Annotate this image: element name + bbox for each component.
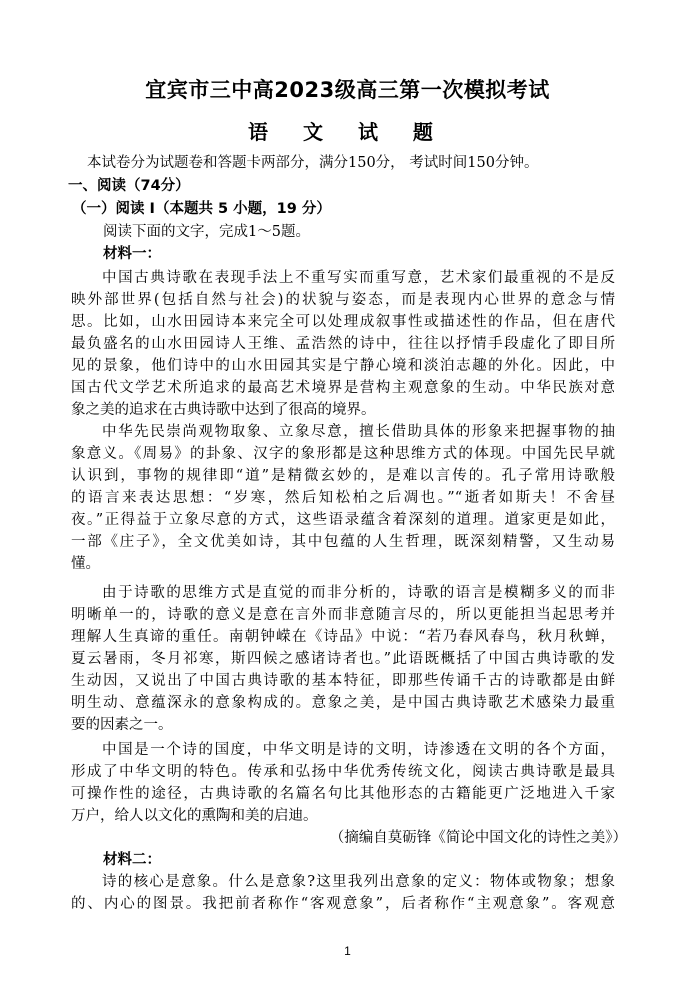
paragraph-line: 懂。 xyxy=(71,556,100,572)
material1-label: 材料一： xyxy=(103,246,161,262)
part-heading: （一）阅读 I（本题共 5 小题，19 分） xyxy=(72,201,331,217)
intro-text: 本试卷分为试题卷和答题卡两部分，满分150分， 考试时间150分钟。 xyxy=(87,155,539,171)
paragraph-line: 中华先民崇尚观物取象、立象尽意，擅长借助具体的形象来把握事物的抽 xyxy=(102,424,615,440)
paragraph-line: 夏云暑雨，冬月祁寒，斯四候之感诸诗者也。”此语既概括了中国古典诗歌的发 xyxy=(71,651,615,667)
paragraph-line: 中国古典诗歌在表现手法上不重写实而重写意，艺术家们最重视的不是反 xyxy=(102,270,615,286)
paragraph-line: 见的景象，他们诗中的山水田园其实是宁静心境和淡泊志趣的外化。因此，中 xyxy=(71,358,615,374)
paragraph-line: 理解人生真谛的重任。南朝钟嵘在《诗品》中说：“若乃春风春鸟，秋月秋蝉， xyxy=(71,629,615,645)
paragraph-line: 万户，给人以文化的熏陶和美的启迪。 xyxy=(71,808,318,824)
paragraph-line: 象意义。《周易》的卦象、汉字的象形都是这种思维方式的体现。中国先民早就 xyxy=(71,446,615,462)
paragraph-line: 映外部世界(包括自然与社会)的状貌与姿态，而是表现内心世界的意念与情 xyxy=(71,292,615,308)
paragraph-line: 生动因，又说出了中国古典诗歌的基本特征，即那些传诵千古的诗歌都是由鲜 xyxy=(71,673,615,689)
paragraph-line: 的、内心的图景。我把前者称作“客观意象”，后者称作“主观意象”。客观意 xyxy=(71,896,615,912)
paragraph-line: 诗的核心是意象。什么是意象?这里我列出意象的定义：物体或物象；想象 xyxy=(102,874,615,890)
instruction-text: 阅读下面的文字，完成1～5题。 xyxy=(103,224,310,240)
paragraph-line: 一部《庄子》，全文优美如诗，其中包蕴的人生哲理，既深刻精警，又生动易 xyxy=(71,534,615,550)
paragraph-line: 认识到，事物的规律即“道”是精微玄妙的，是难以言传的。孔子常用诗歌般 xyxy=(71,468,615,484)
paragraph-line: 中国是一个诗的国度，中华文明是诗的文明，诗渗透在文明的各个方面， xyxy=(102,742,615,758)
paragraph-line: 思。比如，山水田园诗本来完全可以处理成叙事性或描述性的作品，但在唐代 xyxy=(71,314,615,330)
exam-subtitle: 语 文 试 题 xyxy=(248,120,447,144)
paragraph-line: 国古代文学艺术所追求的最高艺术境界是营构主观意象的生动。中华民族对意 xyxy=(71,380,615,396)
paragraph-line: 可操作性的途径，古典诗歌的名篇名句比其他形态的古籍能更广泛地进入千家 xyxy=(71,786,615,802)
paragraph-line: 形成了中华文明的特色。传承和弘扬中华优秀传统文化，阅读古典诗歌是最具 xyxy=(71,764,615,780)
page-number: 1 xyxy=(344,944,351,958)
paragraph-line: 要的因素之一。 xyxy=(71,717,173,733)
section-heading: 一、阅读（74分） xyxy=(68,178,190,194)
paragraph-line: 夜。”正得益于立象尽意的方式，这些语录蕴含着深刻的道理。道家更是如此， xyxy=(71,512,615,528)
exam-title: 宜宾市三中高2023级高三第一次模拟考试 xyxy=(145,78,550,102)
paragraph-line: 由于诗歌的思维方式是直觉的而非分析的，诗歌的语言是模糊多义的而非 xyxy=(102,585,615,601)
paragraph-line: 的语言来表达思想：“岁寒，然后知松柏之后凋也。”“逝者如斯夫！不舍昼 xyxy=(71,490,615,506)
paragraph-line: 明生动、意蕴深永的意象构成的。意象之美，是中国古典诗歌艺术感染力最重 xyxy=(71,695,615,711)
paragraph-line: 象之美的追求在古典诗歌中达到了很高的境界。 xyxy=(71,402,376,418)
paragraph-line: 明晰单一的，诗歌的意义是意在言外而非意随言尽的，所以更能担当起思考并 xyxy=(71,607,615,623)
source-citation: （摘编自莫砺锋《简论中国文化的诗性之美》） xyxy=(329,830,627,846)
paragraph-line: 最负盛名的山水田园诗人王维、孟浩然的诗中，往往以抒情手段虚化了即目所 xyxy=(71,336,615,352)
material2-label: 材料二： xyxy=(103,852,161,868)
